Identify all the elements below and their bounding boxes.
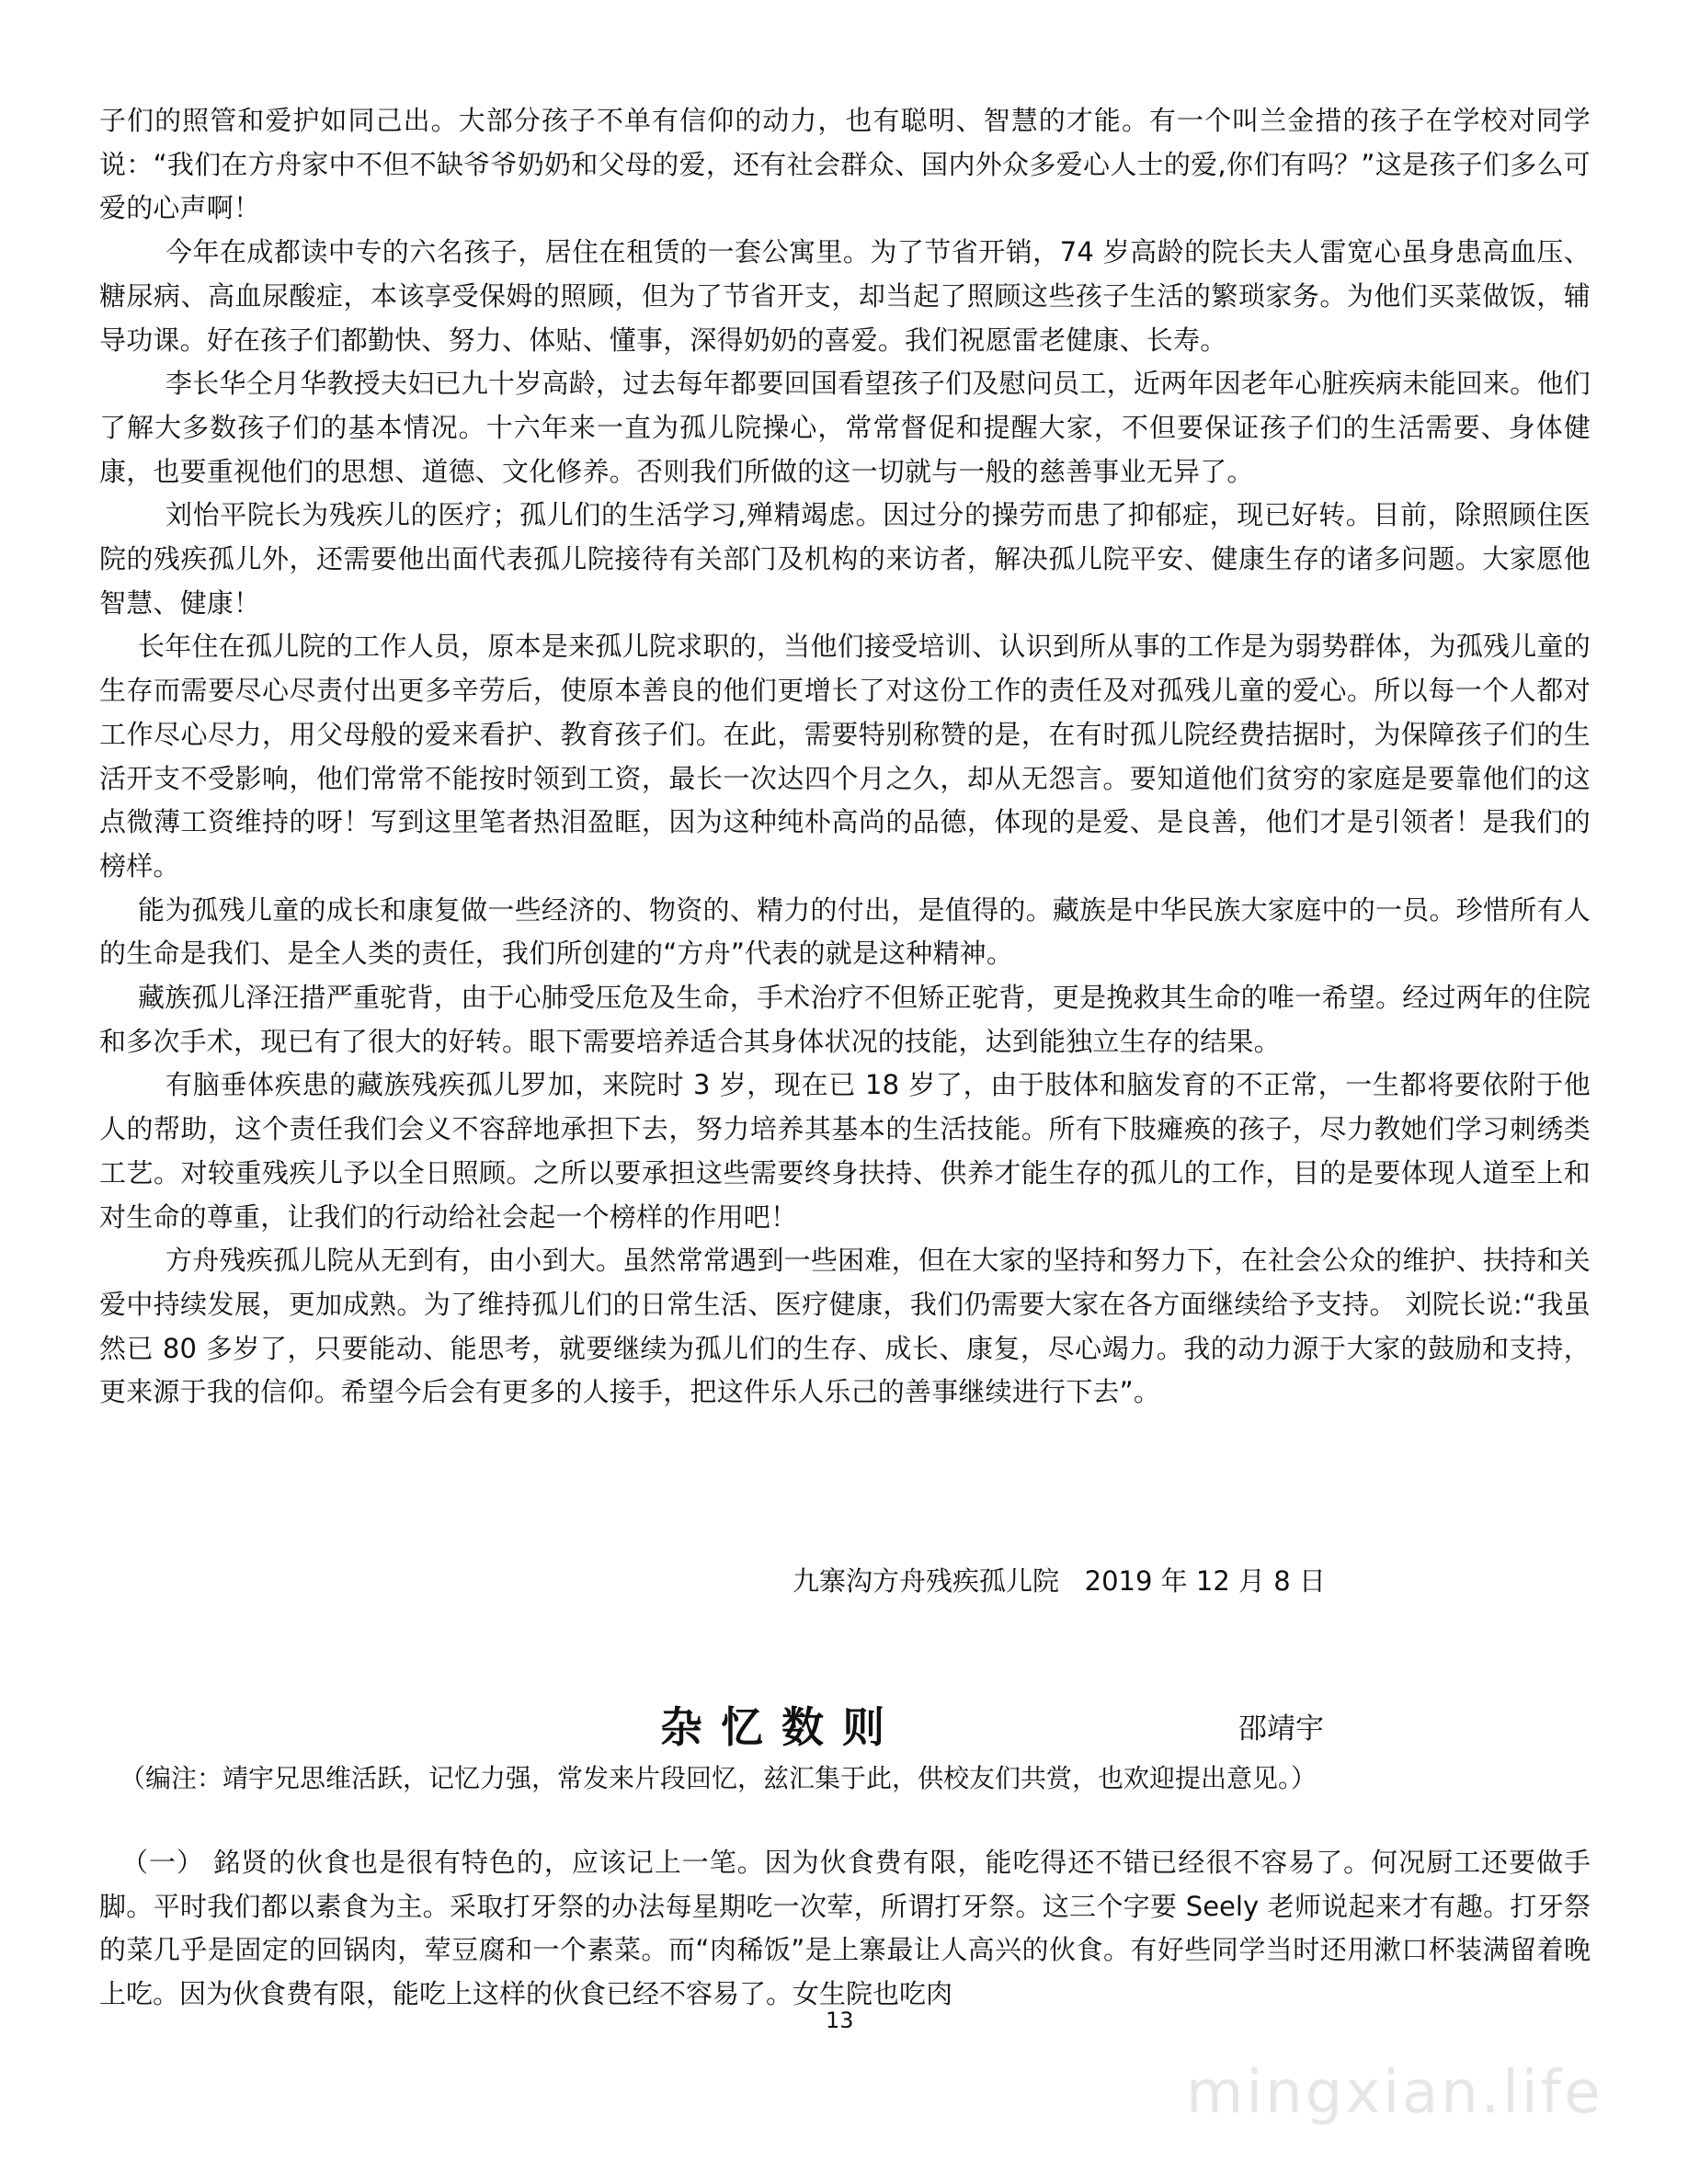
paragraph-6: 能为孤残儿童的成长和康复做一些经济的、物资的、精力的付出，是值得的。藏族是中华民族大家庭中的一员。珍惜所有人的生命是我们、是全人类的责任，我们所创建的“方舟”代表的就是这种精神。	[99, 893, 1591, 970]
section-author: 邵靖宇	[1238, 1712, 1324, 1746]
signature-line: 九寨沟方舟残疾孤儿院 2019 年 12 月 8 日	[793, 1565, 1326, 1597]
section-paragraph-1: （一） 銘贤的伙食也是很有特色的，应该记上一笔。因为伙食费有限，能吃得还不错已经很不容易了。何况厨工还要做手脚。平时我们都以素食为主。采取打牙祭的办法每星期吃一次荤，所谓打牙祭。这三个字要 Seely 老师说起来才有趣。打牙祭的菜几乎是固定的回锅肉，荤豆腐和一个素菜。而“肉稀饭”是上寨最让人高兴的伙食。有好些同学当时还用漱口杯装满留着晚上吃。因为伙食费有限，能吃上这样的伙食已经不容易了。女生院也吃肉	[99, 1847, 1591, 2010]
paragraph-5: 长年住在孤儿院的工作人员，原本是来孤儿院求职的，当他们接受培训、认识到所从事的工作是为弱势群体，为孤残儿童的生存而需要尽心尽责付出更多辛劳后，使原本善良的他们更增长了对这份工作的责任及对孤残儿童的爱心。所以每一个人都对工作尽心尽力，用父母般的爱来看护、教育孩子们。在此，需要特别称赞的是，在有时孤儿院经费拮据时，为保障孩子们的生活开支不受影响，他们常常不能按时领到工资，最长一次达四个月之久，却从无怨言。要知道他们贫穷的家庭是要靠他们的这点微薄工资维持的呀！写到这里笔者热泪盈眶，因为这种纯朴高尚的品德，体现的是爱、是良善，他们才是引领者！是我们的榜样。	[99, 631, 1591, 882]
paragraph-3: 李长华仝月华教授夫妇已九十岁高龄，过去每年都要回国看望孩子们及慰问员工，近两年因老年心脏疾病未能回来。他们了解大多数孩子们的基本情况。十六年来一直为孤儿院操心，常常督促和提醒大家，不但要保证孩子们的生活需要、身体健康，也要重视他们的思想、道德、文化修养。否则我们所做的这一切就与一般的慈善事业无异了。	[99, 368, 1591, 487]
paragraph-8: 有脑垂体疾患的藏族残疾孤儿罗加，来院时 3 岁，现在已 18 岁了，由于肢体和脑发育的不正常，一生都将要依附于他人的帮助，这个责任我们会义不容辞地承担下去，努力培养其基本的生活技能。所有下肢瘫痪的孩子，尽力教她们学习刺绣类工艺。对较重残疾儿予以全日照顾。之所以要承担这些需要终身扶持、供养才能生存的孤儿的工作，目的是要体现人道至上和对生命的尊重，让我们的行动给社会起一个榜样的作用吧！	[99, 1069, 1591, 1233]
page-number: 13	[826, 2008, 854, 2033]
paragraph-4: 刘怡平院长为残疾儿的医疗；孤儿们的生活学习,殚精竭虑。因过分的操劳而患了抑郁症，现已好转。目前，除照顾住医院的残疾孤儿外，还需要他出面代表孤儿院接待有关部门及机构的来访者，解决孤儿院平安、健康生存的诸多问题。大家愿他智慧、健康！	[99, 499, 1591, 619]
section-title: 杂忆数则	[660, 1702, 903, 1752]
editor-note: （编注：靖宇兄思维活跃，记忆力强，常发来片段回忆，兹汇集于此，供校友们共赏，也欢迎提出意见。）	[120, 1763, 1317, 1793]
watermark: mingxian.life	[1186, 2059, 1603, 2127]
paragraph-2: 今年在成都读中专的六名孩子，居住在租赁的一套公寓里。为了节省开销，74 岁高龄的院长夫人雷宽心虽身患高血压、糖尿病、高血尿酸症，本该享受保姆的照顾，但为了节省开支，却当起了照顾这些孩子生活的繁琐家务。为他们买菜做饭，辅导功课。好在孩子们都勤快、努力、体贴、懂事，深得奶奶的喜爱。我们祝愿雷老健康、长寿。	[99, 236, 1591, 356]
paragraph-9: 方舟残疾孤儿院从无到有，由小到大。虽然常常遇到一些困难，但在大家的坚持和努力下，在社会公众的维护、扶持和关爱中持续发展，更加成熟。为了维持孤儿们的日常生活、医疗健康，我们仍需要大家在各方面继续给予支持。 刘院长说:“我虽然已 80 多岁了，只要能动、能思考，就要继续为孤儿们的生存、成长、康复，尽心竭力。我的动力源于大家的鼓励和支持，更来源于我的信仰。希望今后会有更多的人接手，把这件乐人乐己的善事继续进行下去”。	[99, 1245, 1591, 1408]
paragraph-7: 藏族孤儿泽汪措严重驼背，由于心肺受压危及生命，手术治疗不但矫正驼背，更是挽救其生命的唯一希望。经过两年的住院和多次手术，现已有了很大的好转。眼下需要培养适合其身体状况的技能，达到能独立生存的结果。	[99, 982, 1591, 1057]
article-body	[99, 99, 1591, 1415]
paragraph-1: 子们的照管和爱护如同己出。大部分孩子不单有信仰的动力，也有聪明、智慧的才能。有一个叫兰金措的孩子在学校对同学说：“我们在方舟家中不但不缺爷爷奶奶和父母的爱，还有社会群众、国内外众多爱心人士的爱,你们有吗？”这是孩子们多么可爱的心声啊！	[99, 105, 1591, 224]
